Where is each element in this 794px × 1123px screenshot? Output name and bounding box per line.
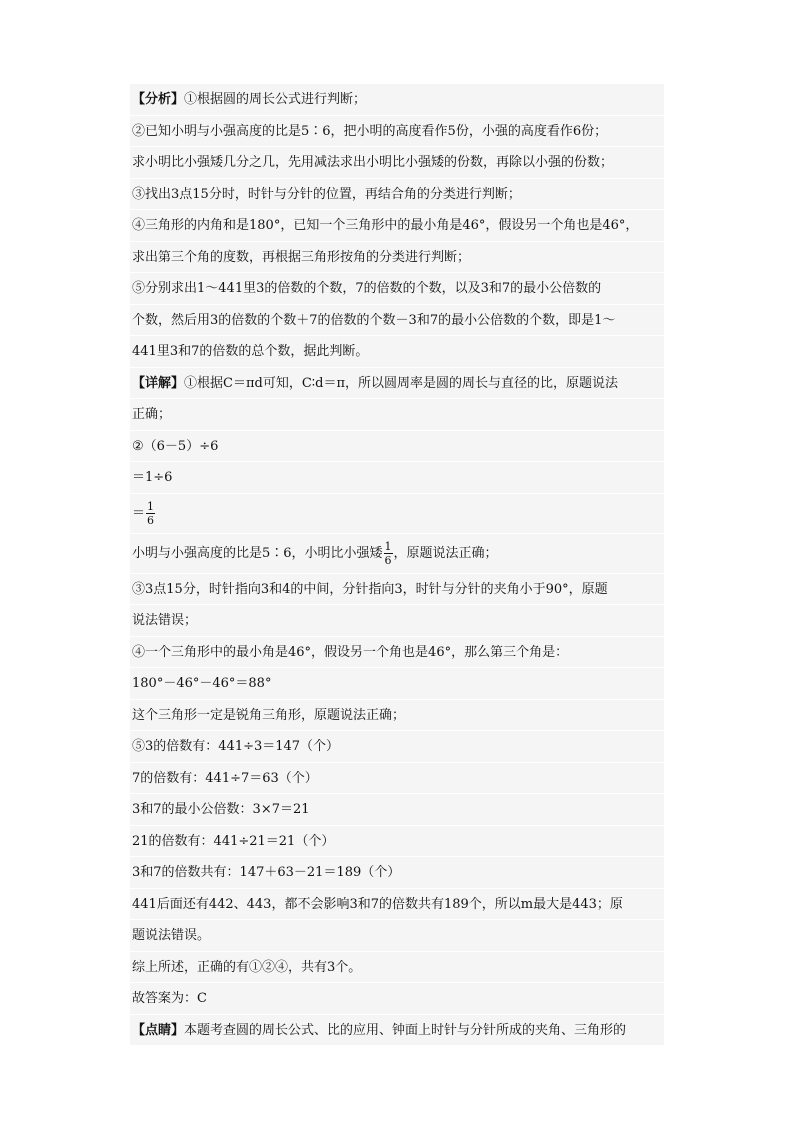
fraction-one-sixth-inline: $\frac{1}{6}$ <box>384 539 392 567</box>
calc-line-2: ＝1÷6 <box>130 462 664 494</box>
analysis-line-3: 求小明比小强矮几分之几，先用减法求出小明比小强矮的份数，再除以小强的份数； <box>130 147 664 179</box>
detail-line-3a: ③3点15分，时针指向3和4的中间，分针指向3，时针与分针的夹角小于90°，原题 <box>130 574 664 606</box>
analysis-line-2: ②已知小明与小强高度的比是5∶6，把小明的高度看作5份，小强的高度看作6份； <box>130 116 664 148</box>
calc-line-1: ②（6－5）÷6 <box>130 431 664 463</box>
analysis-line-6: 求出第三个角的度数，再根据三角形按角的分类进行判断； <box>130 242 664 274</box>
detail-line-5d: 21的倍数有：441÷21＝21（个） <box>130 826 664 858</box>
comment-line: 【点睛】本题考查圆的周长公式、比的应用、钟面上时针与分针所成的夹角、三角形的 <box>130 1015 664 1047</box>
analysis-line-4: ③找出3点15分时，时针与分针的位置，再结合角的分类进行判断； <box>130 179 664 211</box>
detail-line-3b: 说法错误； <box>130 605 664 637</box>
detail-line-5c: 3和7的最小公倍数：3×7＝21 <box>130 794 664 826</box>
detail-line-5b: 7的倍数有：441÷7＝63（个） <box>130 763 664 795</box>
detail-tag: 【详解】 <box>132 375 185 391</box>
fraction-one-sixth: $\frac{1}{6}$ <box>147 499 155 527</box>
detail-line-4c: 这个三角形一定是锐角三角形，原题说法正确； <box>130 700 664 732</box>
detail-line-2: 正确； <box>130 399 664 431</box>
comment-tag: 【点睛】 <box>132 1022 185 1038</box>
detail-line-1: 【详解】①根据C＝πd可知，C∶d＝π，所以圆周率是圆的周长与直径的比，原题说法 <box>130 368 664 400</box>
solution-document <box>130 84 664 1046</box>
conclusion-line: 小明与小强高度的比是5∶6，小明比小强矮 $\frac{1}{6}$ ，原题说法正确； <box>130 534 664 574</box>
detail-line-5f: 441后面还有442、443，都不会影响3和7的倍数共有189个，所以m最大是443；原 <box>130 889 664 921</box>
analysis-tag: 【分析】 <box>132 92 185 107</box>
detail-line-4a: ④一个三角形中的最小角是46°，假设另一个角也是46°，那么第三个角是： <box>130 637 664 669</box>
analysis-line-7: ⑤分别求出1～441里3的倍数的个数，7的倍数的个数，以及3和7的最小公倍数的 <box>130 273 664 305</box>
detail-line-4b: 180°－46°－46°＝88° <box>130 668 664 700</box>
calc-line-3: ＝ $\frac{1}{6}$ <box>130 494 664 534</box>
detail-line-5g: 题说法错误。 <box>130 920 664 952</box>
summary-line: 综上所述，正确的有①②④，共有3个。 <box>130 952 664 984</box>
analysis-line-5: ④三角形的内角和是180°，已知一个三角形中的最小角是46°，假设另一个角也是46°， <box>130 210 664 242</box>
analysis-line-1: 【分析】①根据圆的周长公式进行判断； <box>130 84 664 116</box>
detail-line-5a: ⑤3的倍数有：441÷3＝147（个） <box>130 731 664 763</box>
answer-line: 故答案为：C <box>130 983 664 1015</box>
detail-line-5e: 3和7的倍数共有：147＋63－21＝189（个） <box>130 857 664 889</box>
analysis-line-9: 441里3和7的倍数的总个数，据此判断。 <box>130 336 664 368</box>
analysis-line-8: 个数，然后用3的倍数的个数＋7的倍数的个数－3和7的最小公倍数的个数，即是1～ <box>130 305 664 337</box>
